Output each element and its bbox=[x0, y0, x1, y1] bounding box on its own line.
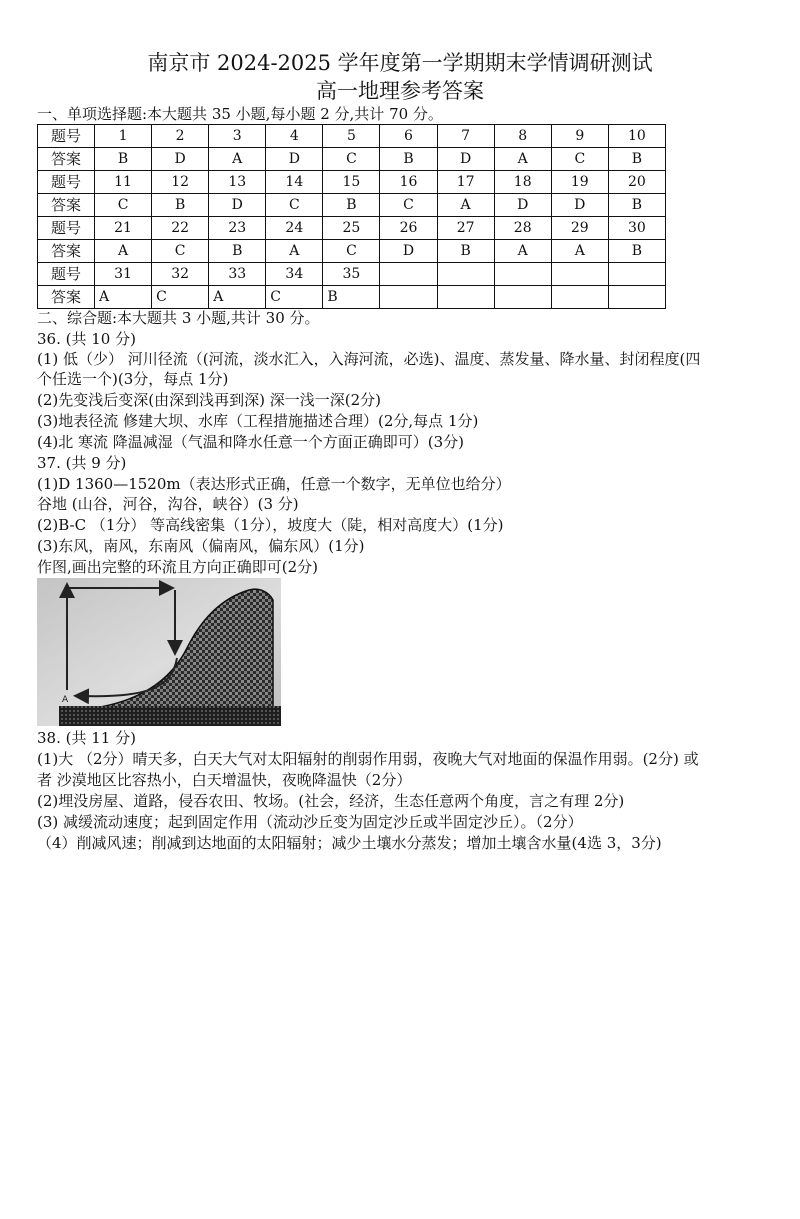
table-cell: 9 bbox=[551, 125, 608, 148]
table-cell: 28 bbox=[494, 217, 551, 240]
table-cell: 2 bbox=[152, 125, 209, 148]
table-cell: 29 bbox=[551, 217, 608, 240]
table-cell: C bbox=[323, 148, 380, 171]
table-cell bbox=[608, 263, 665, 286]
table-cell: 34 bbox=[266, 263, 323, 286]
table-cell: B bbox=[323, 194, 380, 217]
table-cell: B bbox=[152, 194, 209, 217]
table-cell: 23 bbox=[209, 217, 266, 240]
table-cell bbox=[380, 286, 437, 309]
document-subtitle: 高一地理参考答案 bbox=[316, 79, 484, 103]
table-cell: 12 bbox=[152, 171, 209, 194]
table-cell: B bbox=[209, 240, 266, 263]
table-cell: 33 bbox=[209, 263, 266, 286]
point-a-label: A bbox=[62, 695, 69, 705]
table-cell: 14 bbox=[266, 171, 323, 194]
table-cell: A bbox=[437, 194, 494, 217]
table-cell: A bbox=[494, 148, 551, 171]
table-cell: C bbox=[323, 240, 380, 263]
table-cell: D bbox=[209, 194, 266, 217]
table-cell: C bbox=[266, 286, 323, 309]
table-cell: 35 bbox=[323, 263, 380, 286]
table-cell: 10 bbox=[608, 125, 665, 148]
table-cell: C bbox=[95, 194, 152, 217]
table-cell bbox=[437, 286, 494, 309]
table-cell: A bbox=[209, 148, 266, 171]
q37-line: (1)D 1360—1520m（表达形式正确，任意一个数字，无单位也给分） bbox=[37, 475, 511, 493]
q36-heading: 36. (共 10 分) bbox=[37, 330, 136, 348]
table-cell: D bbox=[152, 148, 209, 171]
answer-table bbox=[37, 124, 666, 309]
table-row bbox=[38, 263, 666, 286]
table-row bbox=[38, 286, 666, 309]
table-cell: 20 bbox=[608, 171, 665, 194]
row-label: 答案 bbox=[38, 148, 95, 171]
q37-line: 谷地 (山谷，河谷，沟谷，峡谷）(3 分) bbox=[37, 495, 299, 513]
table-cell bbox=[494, 286, 551, 309]
table-cell: 5 bbox=[323, 125, 380, 148]
q36-line: (4)北 寒流 降温减湿（气温和降水任意一个方面正确即可）(3分) bbox=[37, 433, 465, 451]
table-cell: C bbox=[266, 194, 323, 217]
q36-line: 个任选一个)(3分，每点 1分) bbox=[37, 370, 229, 388]
table-cell: 31 bbox=[95, 263, 152, 286]
table-cell: 17 bbox=[437, 171, 494, 194]
table-cell: 27 bbox=[437, 217, 494, 240]
document-title: 南京市 2024-2025 学年度第一学期期末学情调研测试 bbox=[147, 51, 653, 75]
table-cell: 8 bbox=[494, 125, 551, 148]
table-cell: C bbox=[551, 148, 608, 171]
table-cell: 6 bbox=[380, 125, 437, 148]
q36-line: (1) 低（少） 河川径流（(河流，淡水汇入，入海河流，必选)、温度、蒸发量、降水量、封闭程度(四 bbox=[37, 350, 701, 368]
q37-line: (2)B-C （1分） 等高线密集（1分），坡度大（陡，相对高度大）(1分) bbox=[37, 516, 504, 534]
row-label: 答案 bbox=[38, 286, 95, 309]
table-row bbox=[38, 217, 666, 240]
table-cell: D bbox=[266, 148, 323, 171]
table-cell: A bbox=[266, 240, 323, 263]
q37-line: 作图,画出完整的环流且方向正确即可(2分) bbox=[37, 558, 319, 576]
table-row bbox=[38, 148, 666, 171]
table-cell: B bbox=[95, 148, 152, 171]
q38-line: （4）削减风速；削减到达地面的太阳辐射；减少土壤水分蒸发；增加土壤含水量(4选 3，3分) bbox=[37, 834, 662, 852]
q37-heading: 37. (共 9 分) bbox=[37, 454, 127, 472]
table-row bbox=[38, 194, 666, 217]
table-row bbox=[38, 125, 666, 148]
table-cell: D bbox=[437, 148, 494, 171]
table-cell: 16 bbox=[380, 171, 437, 194]
row-label: 答案 bbox=[38, 240, 95, 263]
table-cell: 19 bbox=[551, 171, 608, 194]
table-cell: A bbox=[494, 240, 551, 263]
q38-line: (1)大 （2分）晴天多，白天大气对太阳辐射的削弱作用弱，夜晚大气对地面的保温作用弱。(2分) 或 bbox=[37, 750, 699, 768]
table-cell bbox=[551, 263, 608, 286]
table-cell: C bbox=[380, 194, 437, 217]
row-label: 答案 bbox=[38, 194, 95, 217]
table-cell: A bbox=[95, 240, 152, 263]
table-cell: 22 bbox=[152, 217, 209, 240]
table-cell bbox=[608, 286, 665, 309]
table-cell bbox=[551, 286, 608, 309]
table-cell: B bbox=[608, 194, 665, 217]
table-cell: 3 bbox=[209, 125, 266, 148]
table-cell: 1 bbox=[95, 125, 152, 148]
table-cell: 7 bbox=[437, 125, 494, 148]
table-cell: 11 bbox=[95, 171, 152, 194]
table-cell: C bbox=[152, 286, 209, 309]
table-cell: A bbox=[551, 240, 608, 263]
table-cell: A bbox=[209, 286, 266, 309]
row-label: 题号 bbox=[38, 263, 95, 286]
table-cell: A bbox=[95, 286, 152, 309]
table-cell: B bbox=[323, 286, 380, 309]
table-cell: B bbox=[437, 240, 494, 263]
table-cell: C bbox=[152, 240, 209, 263]
section1-heading: 一、单项选择题:本大题共 35 小题,每小题 2 分,共计 70 分。 bbox=[37, 105, 443, 123]
section2-heading: 二、综合题:本大题共 3 小题,共计 30 分。 bbox=[37, 309, 320, 327]
table-cell: D bbox=[494, 194, 551, 217]
table-cell: 13 bbox=[209, 171, 266, 194]
ground-strip bbox=[59, 706, 281, 726]
table-cell: 30 bbox=[608, 217, 665, 240]
table-cell bbox=[380, 263, 437, 286]
circulation-diagram-photo bbox=[37, 578, 281, 726]
q38-line: (2)埋没房屋、道路，侵吞农田、牧场。(社会，经济，生态任意两个角度，言之有理 2分) bbox=[37, 792, 625, 810]
row-label: 题号 bbox=[38, 171, 95, 194]
row-label: 题号 bbox=[38, 217, 95, 240]
table-cell bbox=[437, 263, 494, 286]
table-cell: D bbox=[380, 240, 437, 263]
table-row bbox=[38, 240, 666, 263]
table-cell: 26 bbox=[380, 217, 437, 240]
q38-line: 者 沙漠地区比容热小，白天增温快，夜晚降温快（2分） bbox=[37, 771, 412, 789]
table-cell: 21 bbox=[95, 217, 152, 240]
q38-line: (3) 减缓流动速度；起到固定作用（流动沙丘变为固定沙丘或半固定沙丘）。（2分） bbox=[37, 813, 583, 831]
table-cell: B bbox=[380, 148, 437, 171]
table-cell: 18 bbox=[494, 171, 551, 194]
table-cell: B bbox=[608, 148, 665, 171]
q37-line: (3)东风，南风，东南风（偏南风，偏东风）(1分) bbox=[37, 537, 365, 555]
table-cell: D bbox=[551, 194, 608, 217]
table-cell bbox=[494, 263, 551, 286]
table-cell: 4 bbox=[266, 125, 323, 148]
q36-line: (3)地表径流 修建大坝、水库（工程措施描述合理）(2分,每点 1分) bbox=[37, 412, 479, 430]
table-cell: 24 bbox=[266, 217, 323, 240]
table-cell: 25 bbox=[323, 217, 380, 240]
q36-line: (2)先变浅后变深(由深到浅再到深) 深一浅一深(2分) bbox=[37, 391, 381, 409]
table-row bbox=[38, 171, 666, 194]
row-label: 题号 bbox=[38, 125, 95, 148]
q38-heading: 38. (共 11 分) bbox=[37, 729, 136, 747]
table-cell: 15 bbox=[323, 171, 380, 194]
table-cell: 32 bbox=[152, 263, 209, 286]
table-cell: B bbox=[608, 240, 665, 263]
